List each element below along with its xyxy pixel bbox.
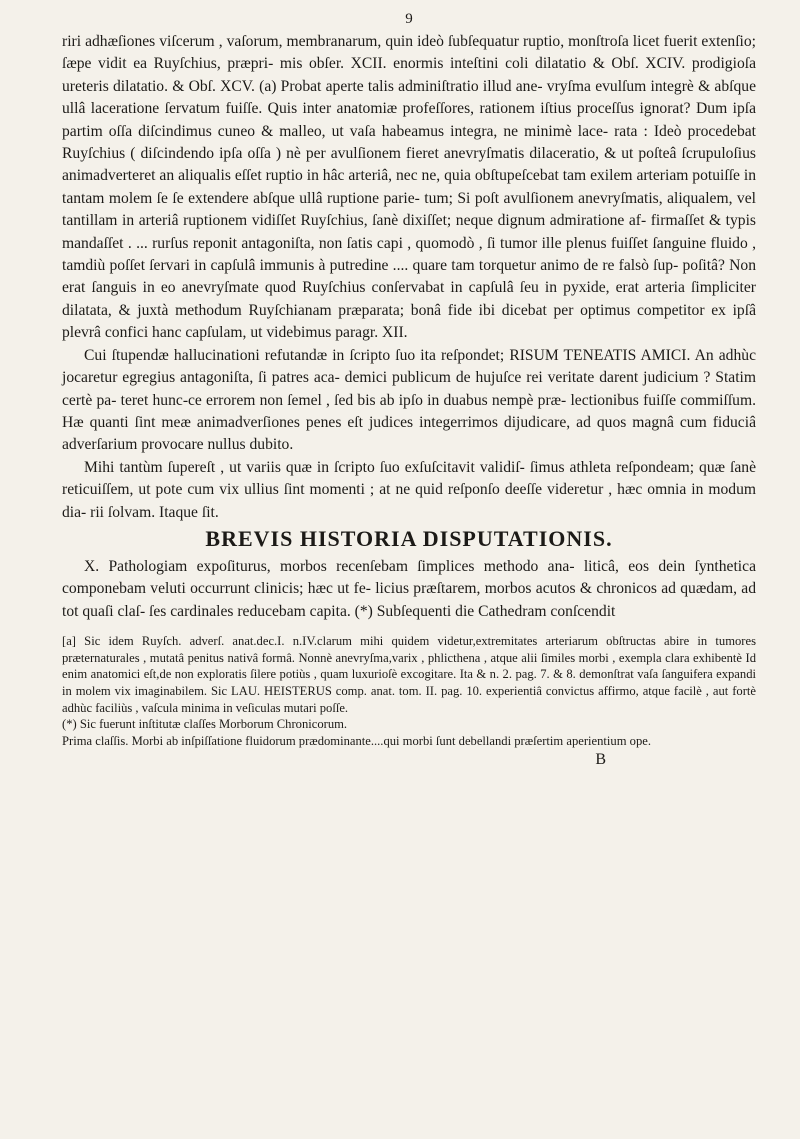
page-number: 9: [405, 11, 413, 27]
paragraph: Mihi tantùm ſupereſt , ut variis quæ in ſcripto ſuo exſuſcitavit validiſ- ſimus athleta reſpondeam; quæ ſanè reticuiſſem, ut pote cum vix ullius ſint momenti ; at ne quid reſponſo deeſſe videretur , hæc omnia in modum dia- rii ſolvam. Itaque ſit.: [62, 458, 756, 521]
main-text: [62, 31, 756, 623]
footnote: [a] Sic idem Ruyſch. adverſ. anat.dec.I. n.IV.clarum mihi quidem videtur,extremitates arteriarum obſtructas abire in tumores præternaturales , mutatâ penitus nativâ formâ. Nonnè anevryſma,varix , phlicthena , atque alii ſimiles morbi , exempla clara exhibentè Id enim anatomici eſt,de non exploratis ſilere potiùs , quam luxurioſè excogitare. Ita & n. 2. pag. 7. & 8. demonſtrat vaſa ſanguifera expandi in molem vix imaginabilem. Sic LAU. HEISTERUS comp. anat. tom. II. pag. 10. experientiâ convictus affirmo, atque facilè , aut fortè adhùc faciliùs , vaſcula minima in veſiculas mutari poſſe.: [62, 634, 756, 715]
paragraph: Cui ſtupendæ hallucinationi refutandæ in ſcripto ſuo ita reſpondet; RISUM TENEATIS AMICI. An adhùc jocaretur egregius antagoniſta, ſi patres aca- demici publicum de hujuſce rei veritate darent judicium ? Statim certè pa- teret hunc-ce errorem non ſemel , ſed bis ab ipſo in duabus nempè præ- lectionibus fuiſſe commiſſum. Hæ quanti ſint meæ animadverſiones penes eſt judices integerrimos dijudicare, ad quos magnâ cum fiduciâ adverſarium provocare nullus dubito.: [62, 346, 756, 454]
footnote: Prima claſſis. Morbi ab inſpiſſatione fluidorum prædominante....qui morbi ſunt debellandi præſertim aperientium ope.: [62, 733, 651, 748]
section-heading: BREVIS HISTORIA DISPUTATIONIS.: [205, 525, 613, 551]
paragraph: riri adhæſiones viſcerum , vaſorum, membranarum, quin ideò ſubſequatur ruptio, monſtroſa licet fuerit extenſio; ſæpe vidit ea Ruyſchius, præpri- mis obſer. XCII. enormis inteſtini coli dilatatio & Obſ. XCIV. prodigioſa ureteris dilatatio. & Obſ. XCV. (a) Probat aperte talis adminiſtratio illud ane- vryſma evulſum integrè & abſque ullâ laceratione ſervatum fuiſſe. Quis inter anatomiæ profeſſores, rationem iſtius proceſſus ignorat? Dum ipſa partim oſſa diſcindimus cuneo & malleo, ut vaſa habeamus integra, ne minimè lace- rata : Ideò procedebat Ruyſchius ( diſcindendo ipſa oſſa ) nè per avulſionem fieret anevryſmatis dilaceratio, & ut poſteâ ſcrupuloſius animadverteret an aliqualis eſſet ruptio in hâc arteriâ, nec ne, quia obſtupeſcebat tam exilem arteriam potuiſſe in tantam molem ſe ſe extendere abſque ullâ ruptione parie- tum; Si poſt avulſionem anevryſmatis, aliqualem, vel tantillam in arteriâ ruptionem vidiſſet Ruyſchius, ſanè dixiſſet; neque dignum admiratione af- firmaſſet & typis mandaſſet . ... rurſus reponit antagoniſta, non ſatis capi , quomodò , ſi tumor ille plenus fuiſſet ſanguine fluido , tamdiù poſſet ſervari in capſulâ immunis à putredine .... quare tam torquetur animo de re falsò ſup- poſitâ? Non erat ſanguis in eo anevryſmate quod Ruyſchius conſervabat in capſulâ ſeu in pyxide, erat arteria ſimpliciter dilatata, & juxtà methodum Ruyſchianam præparata; bonâ fide ibi dicebat per optimus competitor ex ipſâ plevrâ confici hanc capſulam, ut videbimus paragr. XII.: [62, 33, 756, 342]
signature-mark: B: [595, 751, 606, 769]
footnotes: [62, 633, 756, 749]
footnote: (*) Sic fuerunt inſtitutæ claſſes Morborum Chronicorum.: [62, 717, 348, 732]
paragraph: X. Pathologiam expoſiturus, morbos recenſebam ſimplices methodo ana- liticâ, eos dein ſynthetica componebam veluti occurrunt clinicis; hæc ut fe- licius præſtarem, morbos acutos & chronicos ad quædam, ad tot quaſi claſ- ſes cardinales reducebam capita. (*) Subſequenti die Cathedram conſcendit: [62, 557, 756, 620]
